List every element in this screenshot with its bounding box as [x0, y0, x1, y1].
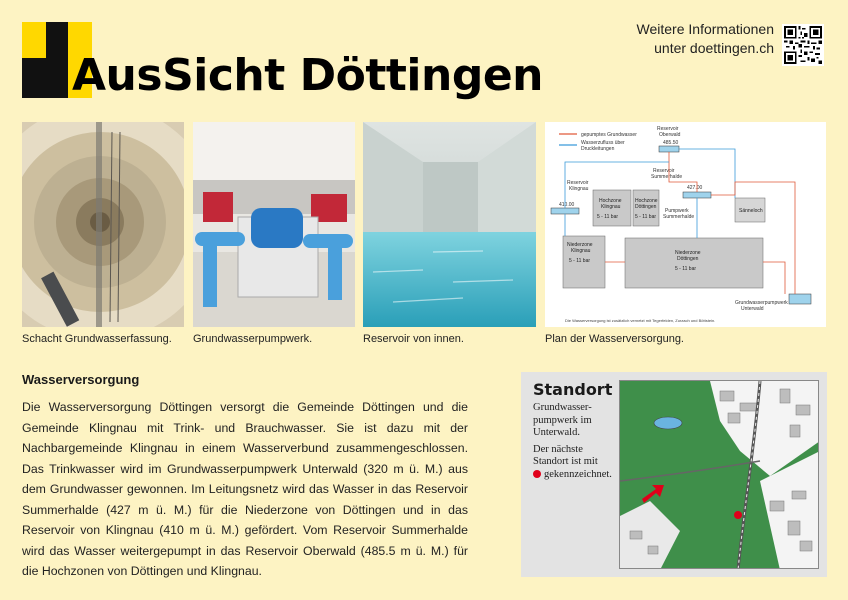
plan-nz-klingnau-2: Klingnau — [571, 248, 591, 254]
plan-pumpwerk-2: Summerhalde — [663, 214, 695, 220]
red-dot-icon — [533, 470, 541, 478]
plan-res-klingnau-2: Klingnau — [569, 186, 589, 192]
pump-photo — [193, 122, 355, 327]
standort-desc-2: Der nächste Standort ist mit — [533, 443, 598, 467]
info-link[interactable]: unter doettingen.ch — [654, 40, 774, 56]
plan-res-klingnau-elev: 410.00 — [559, 202, 575, 208]
plan-res-summerhalde-1: Reservoir — [653, 168, 675, 174]
section-title: Wasserversorgung — [22, 372, 140, 387]
plan-legend-pumped: gepumptes Grundwasser — [581, 132, 637, 138]
plan-nz-doettingen-bar: 5 - 11 bar — [675, 266, 697, 272]
caption-plan: Plan der Wasserversorgung. — [545, 333, 684, 345]
plan-nz-doettingen-2: Döttingen — [677, 256, 699, 262]
location-map[interactable] — [619, 380, 819, 569]
standort-title: Standort — [533, 380, 613, 399]
plan-nz-klingnau-bar: 5 - 11 bar — [569, 258, 591, 264]
plan-diagram — [545, 122, 826, 327]
shaft-photo — [22, 122, 184, 327]
reservoir-photo — [363, 122, 536, 327]
standort-desc-3: gekennzeichnet. — [544, 468, 612, 480]
plan-gw-unterwald-1: Grundwasserpumpwerk — [735, 300, 788, 306]
plan-legend-flow-2: Druckleitungen — [581, 146, 615, 152]
plan-hz-doettingen-2: Döttingen — [635, 204, 657, 210]
plan-res-oberwald-2: Oberwald — [659, 132, 681, 138]
plan-saenneloch: Sänneloch — [739, 208, 763, 214]
plan-hz-doettingen-1: Hochzone — [635, 198, 658, 204]
plan-res-oberwald-elev: 485.50 — [663, 140, 679, 146]
plan-hz-doettingen-bar: 5 - 11 bar — [635, 214, 657, 220]
plan-hz-klingnau-2: Klingnau — [601, 204, 621, 210]
qr-code[interactable] — [782, 24, 824, 66]
next-location-marker — [734, 511, 742, 519]
plan-legend-flow-1: Wasserzufluss über — [581, 140, 625, 146]
info-line-1: Weitere Informationen — [636, 21, 774, 37]
standort-description — [533, 402, 621, 485]
plan-res-summerhalde-2: Summerhalde — [651, 174, 683, 180]
section-body: Die Wasserversorgung Döttingen versorgt die Gemeinde Döttingen und die Gemeinde Klingnau mit Trink- und Brauchwasser. Sie ist dazu mit der Nachbargemeinde Klingnau in einem Wasserverbund zusammengeschlossen. Das Trinkwasser wird im Grundwasserpumpwerk Unterwald (320 m ü. M.) aus dem Grundwasser gewonnen. Im Leitungsnetz wird das Wasser in das Reservoir Summerhalde (427 m ü. M.) für die Niederzone von Döttingen und in das Reservoir von Klingnau (410 m ü. M.) gefördert. Vom Reservoir Summerhalde wird das Wasser weitergepumpt in das Reservoir Oberwald (485.5 m ü. M.) für die Hochzonen von Döttingen und Klingnau. — [22, 400, 468, 578]
plan-res-summerhalde-elev: 427.00 — [687, 185, 703, 191]
plan-res-klingnau-1: Reservoir — [567, 180, 589, 186]
info-text — [637, 20, 774, 58]
caption-reservoir: Reservoir von innen. — [363, 333, 464, 345]
plan-hz-klingnau-1: Hochzone — [599, 198, 622, 204]
plan-footnote: Die Wasserversorgung ist zusätzlich vernetzt mit Tegerfelden, Zurzach und Böttstein. — [565, 318, 716, 323]
plan-hz-klingnau-bar: 5 - 11 bar — [597, 214, 619, 220]
plan-nz-doettingen-1: Niederzone — [675, 250, 701, 256]
caption-pump: Grundwasserpumpwerk. — [193, 333, 313, 345]
plan-nz-klingnau-1: Niederzone — [567, 242, 593, 248]
standort-box — [521, 372, 827, 577]
plan-pumpwerk-1: Pumpwerk — [665, 208, 689, 214]
page-title: AusSicht Döttingen — [72, 50, 543, 101]
plan-res-oberwald-1: Reservoir — [657, 126, 679, 132]
plan-gw-unterwald-2: Unterwald — [741, 306, 764, 312]
caption-shaft: Schacht Grundwasserfassung. — [22, 333, 172, 345]
standort-desc-1: Grundwasser-pumpwerk im Unterwald. — [533, 402, 592, 438]
